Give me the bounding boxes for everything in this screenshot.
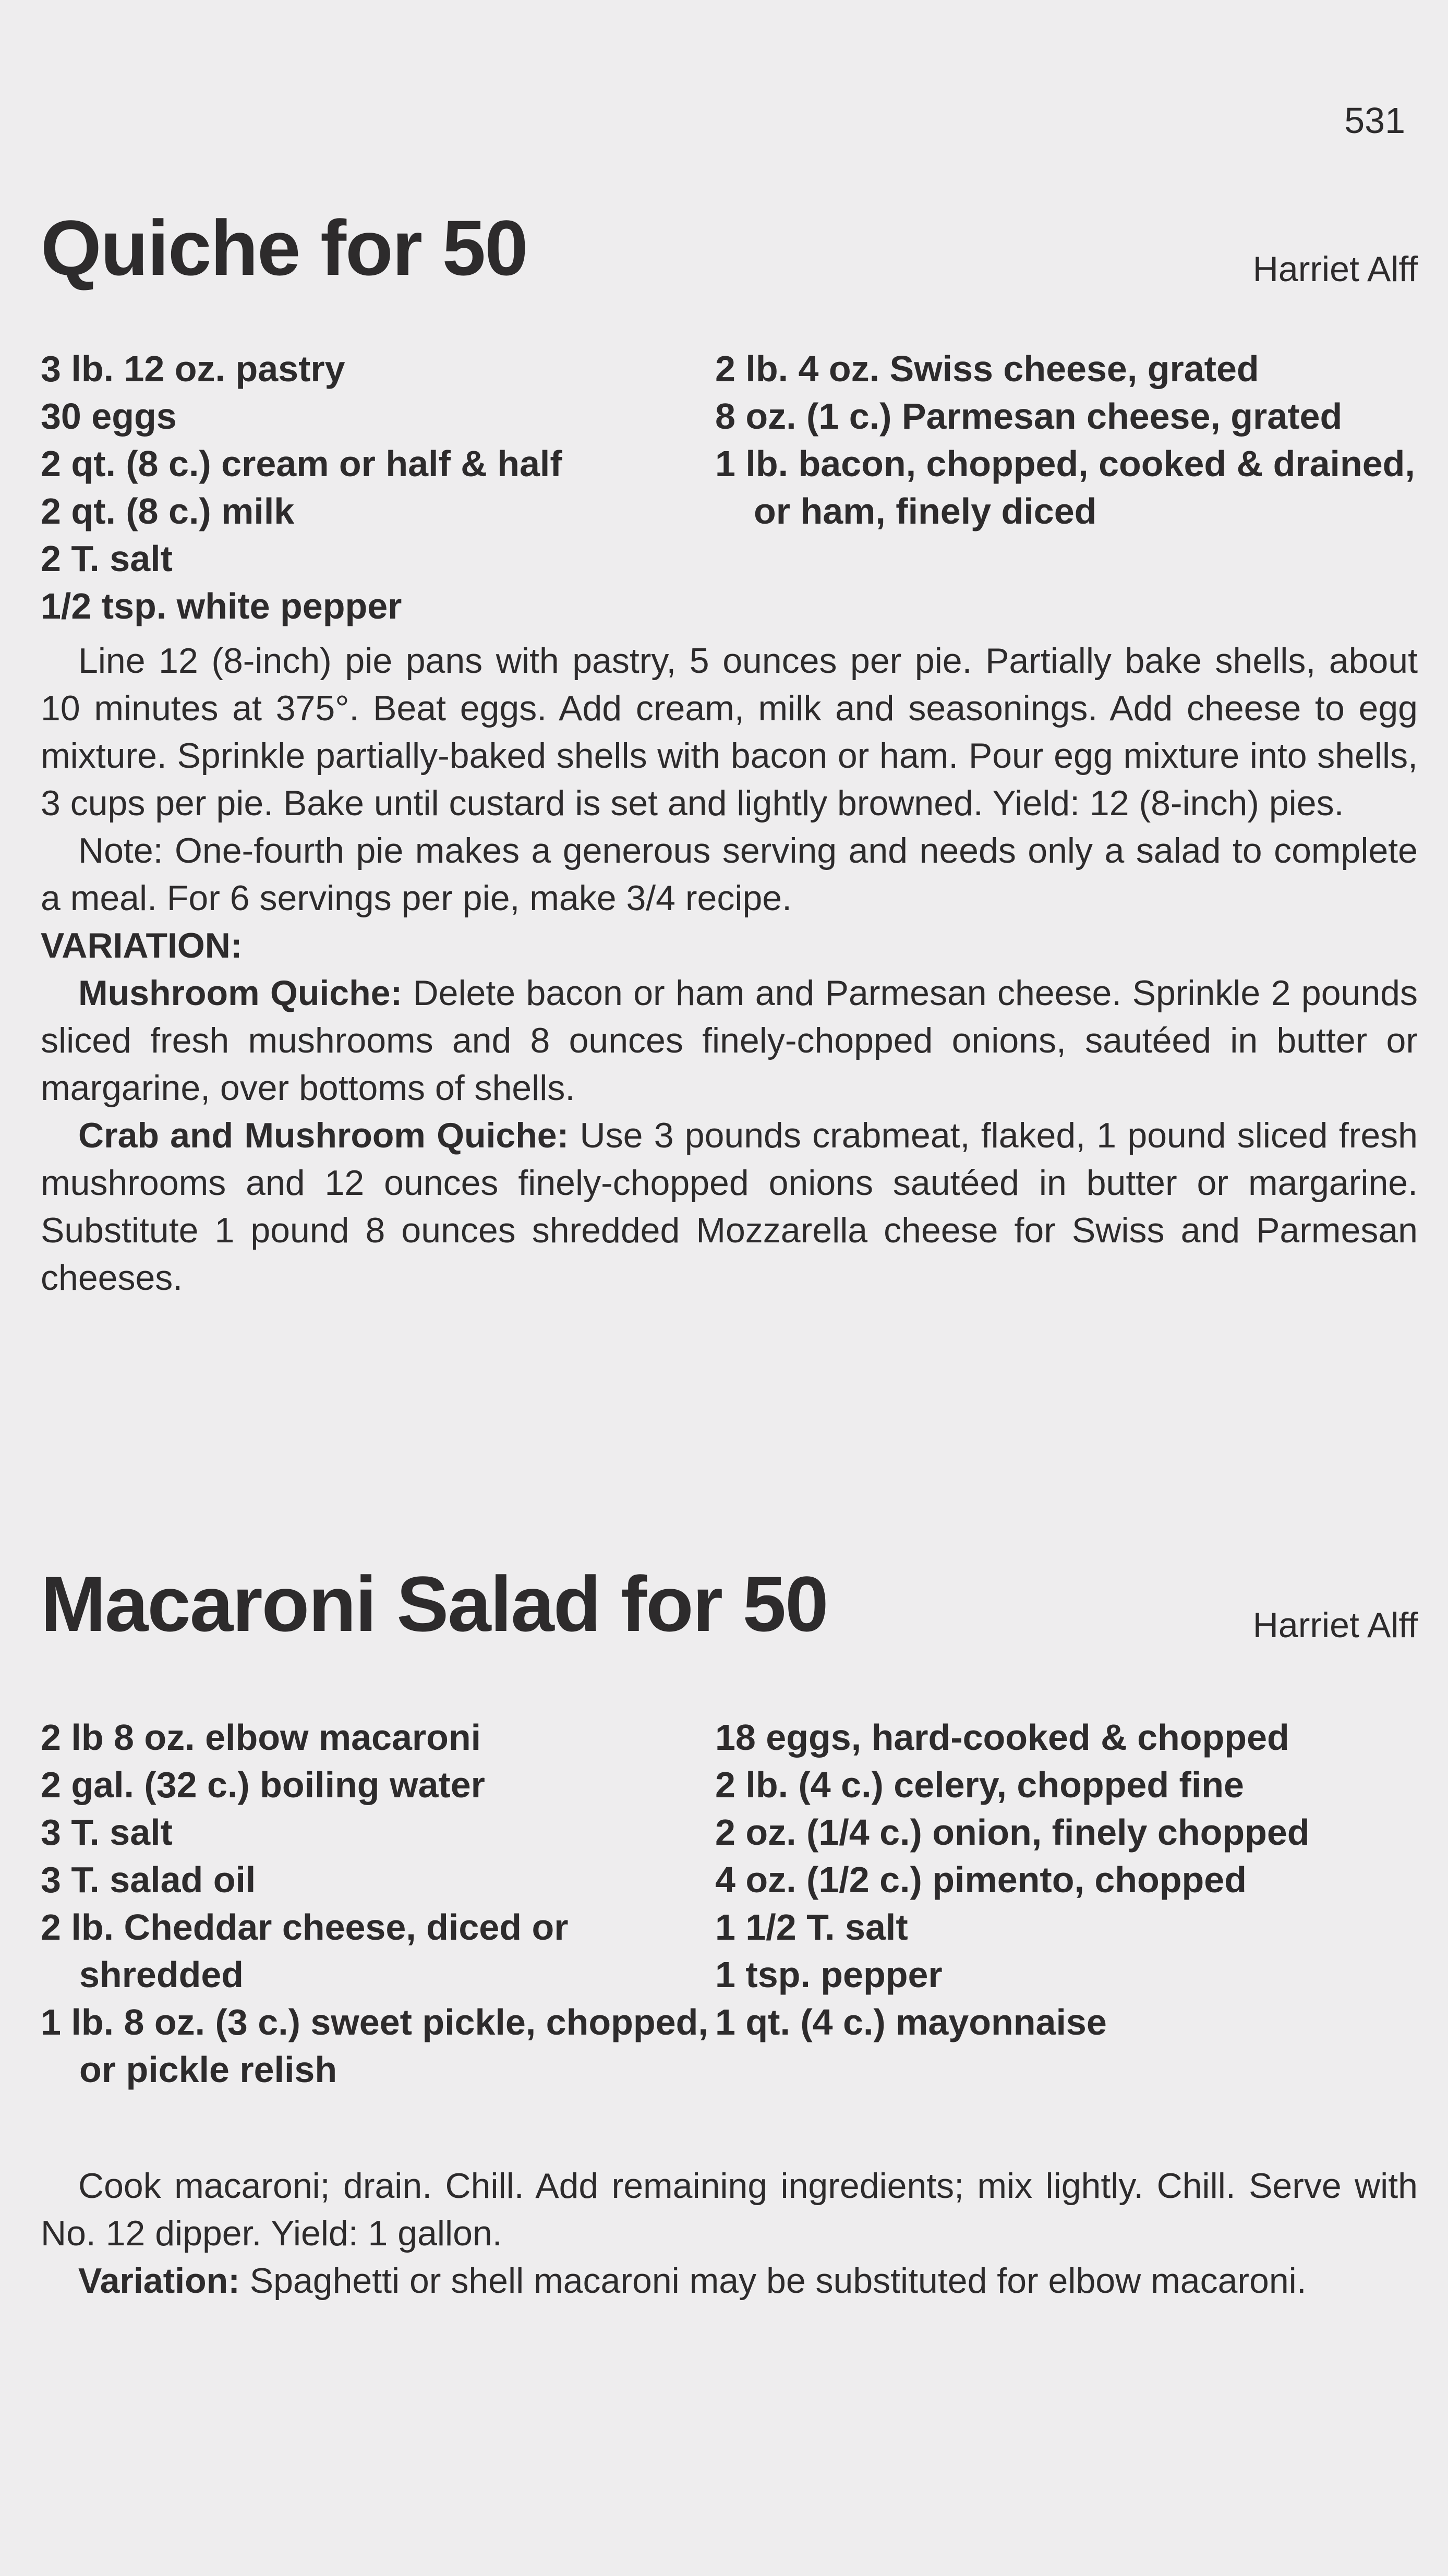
ingredient-item: 1/2 tsp. white pepper: [41, 586, 402, 626]
ingredient-item: 2 lb. Cheddar cheese, diced or shredded: [41, 1907, 569, 1995]
ingredient-item: 4 oz. (1/2 c.) pimento, chopped: [715, 1859, 1247, 1900]
ingredient-item: 1 qt. (4 c.) mayonnaise: [715, 2002, 1107, 2042]
ingredient-item: 1 1/2 T. salt: [715, 1907, 908, 1948]
ingredient-item: 8 oz. (1 c.) Parmesan cheese, grated: [715, 396, 1343, 437]
ingredient-item: 2 lb. 4 oz. Swiss cheese, grated: [715, 348, 1259, 389]
variation-paragraph: [41, 970, 1418, 1112]
directions-paragraph: Cook macaroni; drain. Chill. Add remaining ingredients; mix lightly. Chill. Serve with No. 12 dipper. Yield: 1 gallon.: [41, 2166, 1418, 2253]
ingredient-item: 2 qt. (8 c.) milk: [41, 491, 295, 531]
page-number: 531: [1344, 100, 1405, 141]
ingredient-item: 3 T. salad oil: [41, 1859, 256, 1900]
ingredient-item: 18 eggs, hard-cooked & chopped: [715, 1717, 1289, 1758]
recipe-author: Harriet Alff: [1252, 1605, 1418, 1645]
ingredient-item: 2 gal. (32 c.) boiling water: [41, 1764, 485, 1805]
variation-paragraph: [41, 1112, 1418, 1302]
ingredient-item: 30 eggs: [41, 396, 177, 437]
recipe-instructions: [41, 2162, 1418, 2305]
recipe-header: [41, 1560, 1418, 1659]
ingredient-item: 3 T. salt: [41, 1812, 173, 1853]
recipe-macaroni-salad: [41, 1560, 1418, 2305]
ingredient-item: 1 lb. bacon, chopped, cooked & drained, or ham, finely diced: [715, 443, 1415, 531]
ingredient-item: 2 lb 8 oz. elbow macaroni: [41, 1717, 481, 1758]
variation-name: Mushroom Quiche:: [78, 973, 403, 1013]
recipe-header: [41, 204, 1418, 303]
ingredient-item: 2 oz. (1/4 c.) onion, finely chopped: [715, 1812, 1310, 1853]
variation-text: Use 3 pounds crabmeat, flaked, 1 pound sliced fresh mushrooms and 12 ounces finely-chopped onions sautéed in butter or margarine. Substitute 1 pound 8 ounces shredded Mozzarella cheese for Swiss and Parmesan cheeses.: [41, 1116, 1418, 1298]
ingredients-list: [41, 345, 1418, 637]
ingredients-left-column: [41, 345, 708, 630]
ingredient-item: 2 T. salt: [41, 538, 173, 579]
ingredient-item: 2 lb. (4 c.) celery, chopped fine: [715, 1764, 1244, 1805]
recipe-instructions: [41, 637, 1418, 1302]
ingredients-list: [41, 1714, 1418, 2162]
ingredients-right-column: [715, 345, 1418, 535]
variation-text: Delete bacon or ham and Parmesan cheese. Sprinkle 2 pounds sliced fresh mushrooms and 8 ounces finely-chopped onions, sautéed in butter or margarine, over bottoms of shells.: [41, 973, 1418, 1108]
recipe-title: Quiche for 50: [41, 204, 527, 292]
recipe-author: Harriet Alff: [1252, 249, 1418, 289]
ingredient-item: 1 lb. 8 oz. (3 c.) sweet pickle, chopped, or pickle relish: [41, 2002, 708, 2090]
ingredients-right-column: [715, 1714, 1418, 2046]
ingredient-item: 2 qt. (8 c.) cream or half & half: [41, 443, 562, 484]
recipe-quiche: [41, 204, 1418, 1302]
directions-paragraph: Line 12 (8-inch) pie pans with pastry, 5 ounces per pie. Partially bake shells, about 10 minutes at 375°. Beat eggs. Add cream, milk and seasonings. Add cheese to egg mixture. Sprinkle partially-baked shells with bacon or ham. Pour egg mixture into shells, 3 cups per pie. Bake until custard is set and lightly browned. Yield: 12 (8-inch) pies.: [41, 641, 1418, 823]
variation-name: Variation:: [78, 2261, 240, 2301]
variation-heading: VARIATION:: [41, 926, 243, 965]
note-paragraph: Note: One-fourth pie makes a generous serving and needs only a salad to complete a meal. For 6 servings per pie, make 3/4 recipe.: [41, 831, 1418, 918]
variation-paragraph: [41, 2257, 1418, 2305]
ingredients-left-column: [41, 1714, 708, 2094]
ingredient-item: 3 lb. 12 oz. pastry: [41, 348, 345, 389]
variation-name: Crab and Mushroom Quiche:: [78, 1116, 569, 1155]
recipe-title: Macaroni Salad for 50: [41, 1560, 828, 1648]
ingredient-item: 1 tsp. pepper: [715, 1954, 943, 1995]
variation-text: Spaghetti or shell macaroni may be substituted for elbow macaroni.: [239, 2261, 1307, 2301]
